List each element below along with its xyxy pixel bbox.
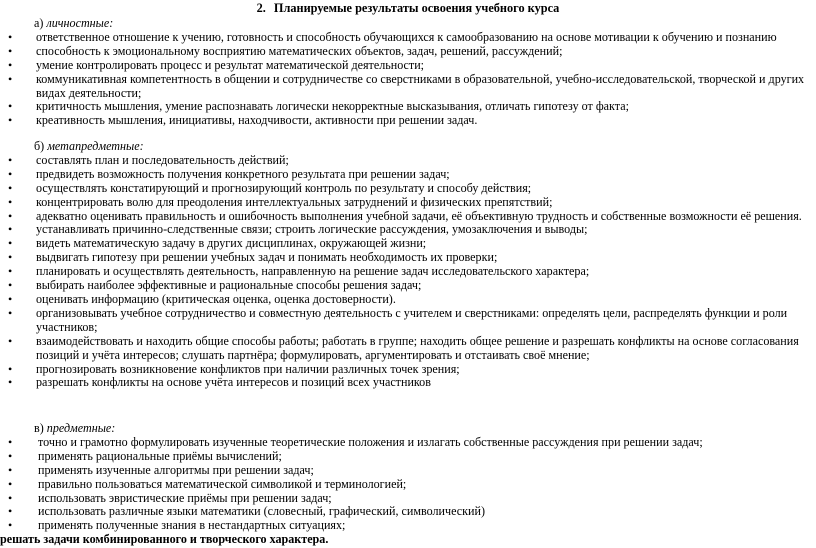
list-item: • предвидеть возможность получения конкретного результата при решении задач; [0, 168, 816, 182]
list-item: • планировать и осуществлять деятельность, направленную на решение задач исследовательского характера; [0, 265, 816, 279]
list-item: • осуществлять констатирующий и прогнозирующий контроль по результату и способу действия; [0, 182, 816, 196]
list-item: • разрешать конфликты на основе учёта интересов и позиций всех участников [0, 376, 816, 390]
list-item: • применять рациональные приёмы вычислений; [0, 450, 816, 464]
list-item: • выдвигать гипотезу при решении учебных задач и понимать необходимость их проверки; [0, 251, 816, 265]
list-item: • точно и грамотно формулировать изученные теоретические положения и излагать собственные рассуждения при решении задач; [0, 436, 816, 450]
list-item: • устанавливать причинно-следственные связи; строить логические рассуждения, умозаключения и выводы; [0, 223, 816, 237]
list-item: • адекватно оценивать правильность и ошибочность выполнения учебной задачи, её объективную трудность и собственные возможности её решения. [0, 210, 816, 224]
metasubject-results-heading: б) метапредметные: [34, 139, 144, 153]
list-item: • выбирать наиболее эффективные и рациональные способы решения задач; [0, 279, 816, 293]
list-item: • видеть математическую задачу в других дисциплинах, окружающей жизни; [0, 237, 816, 251]
personal-results-section [0, 17, 816, 128]
personal-results-list [0, 31, 816, 128]
metasubject-results-section [0, 140, 816, 390]
subject-results-section [0, 422, 816, 547]
section-title-text: Планируемые результаты освоения учебного курса [273, 1, 560, 15]
list-item: решать задачи комбинированного и творческого характера. [0, 532, 329, 547]
list-item: • прогнозировать возникновение конфликтов при наличии различных точек зрения; [0, 363, 816, 377]
list-item: • способность к эмоциональному восприятию математических объектов, задач, решений, рассуждений; [0, 45, 816, 59]
list-item: • применять изученные алгоритмы при решении задач; [0, 464, 816, 478]
list-item: • использовать эвристические приёмы при решении задач; [0, 492, 816, 506]
section-number: 2. [256, 1, 266, 15]
list-item: • составлять план и последовательность действий; [0, 154, 816, 168]
personal-results-heading: а) личностные: [34, 16, 114, 30]
list-item: • организовывать учебное сотрудничество и совместную деятельность с учителем и сверстниками: определять цели, распределять функции и роли участников; [0, 307, 816, 335]
list-item: • правильно пользоваться математической символикой и терминологией; [0, 478, 816, 492]
list-item: • применять полученные знания в нестандартных ситуациях; [0, 519, 816, 533]
metasubject-results-list [0, 154, 816, 390]
subject-results-list [0, 436, 816, 547]
list-item: • оценивать информацию (критическая оценка, оценка достоверности). [0, 293, 816, 307]
subject-results-heading: в) предметные: [34, 421, 116, 435]
list-item: • взаимодействовать и находить общие способы работы; работать в группе; находить общее решение и разрешать конфликты на основе согласования позиций и учёта интересов; слушать партнёра; формулировать, аргументировать и отстаивать своё мнение; [0, 335, 816, 363]
list-item: • ответственное отношение к учению, готовность и способность обучающихся к самообразованию на основе мотивации к обучению и познанию [0, 31, 816, 45]
list-item: • использовать различные языки математики (словесный, графический, символический) [0, 505, 816, 519]
list-item: • концентрировать волю для преодоления интеллектуальных затруднений и физических препятствий; [0, 196, 816, 210]
list-item: • коммуникативная компетентность в общении и сотрудничестве со сверстниками в образовательной, учебно-исследовательской, творческой и других видах деятельности; [0, 73, 816, 101]
list-item: • критичность мышления, умение распознавать логически некорректные высказывания, отличать гипотезу от факта; [0, 100, 816, 114]
list-item: • креативность мышления, инициативы, находчивости, активности при решении задач. [0, 114, 816, 128]
list-item: • умение контролировать процесс и результат математической деятельности; [0, 59, 816, 73]
section-title [0, 2, 816, 16]
